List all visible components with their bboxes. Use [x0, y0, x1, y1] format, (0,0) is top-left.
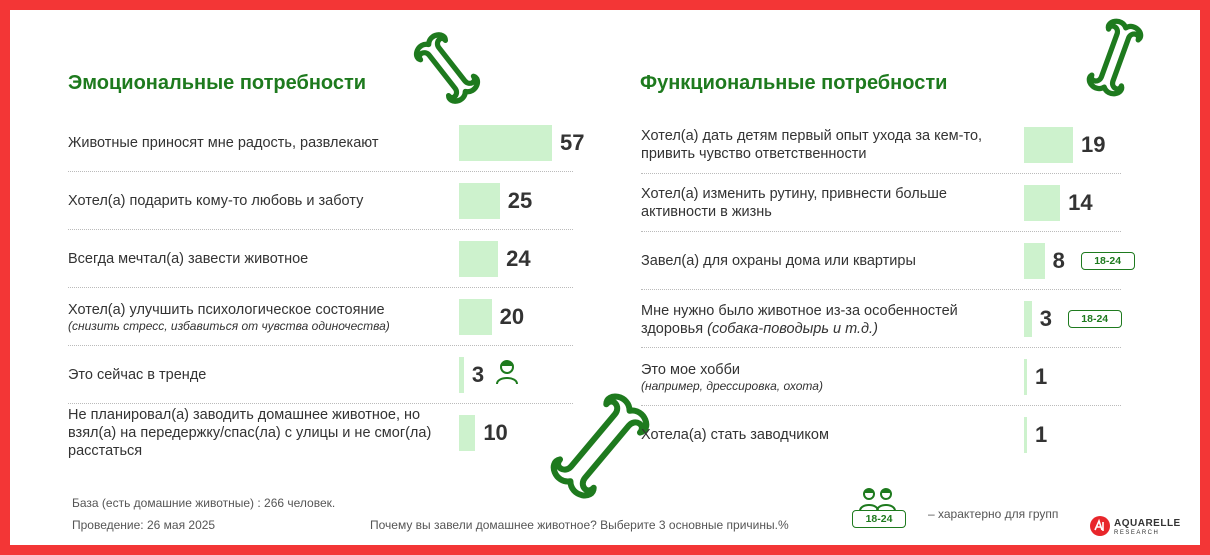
legend-age-badge: 18-24: [852, 510, 906, 528]
row-label-text: Хотел(а) улучшить психологическое состояние: [68, 301, 385, 318]
value-label: 25: [507, 188, 533, 213]
row-label-text: Всегда мечтал(а) завести животное: [68, 251, 309, 267]
bar: [1024, 127, 1073, 163]
age-group-badge: 18-24: [1081, 252, 1135, 270]
row-label-text: Не планировал(а) заводить домашнее животное, но взял(а) на передержку/спас(ла) с улицы и не смог(ла) расстаться: [68, 407, 432, 459]
right-chart-title: Функциональные потребности: [640, 72, 948, 94]
value-label: 1: [1035, 422, 1048, 447]
value-label: 1: [1035, 364, 1048, 389]
bone-icon: [550, 390, 650, 500]
logo-sub: RESEARCH: [1114, 530, 1160, 536]
row-label-text: Это сейчас в тренде: [68, 367, 207, 383]
row-label-sub: (например, дрессировка, охота): [641, 378, 823, 393]
value-label: 20: [499, 304, 525, 329]
row-label: [641, 408, 1011, 462]
question-note: Почему вы завели домашнее животное? Выберите 3 основные причины.%: [370, 518, 789, 532]
row-separator: [68, 403, 573, 404]
row-label-italic: (собака-поводырь и т.д.): [707, 321, 878, 337]
row-separator: [68, 287, 573, 288]
row-label: [641, 350, 1011, 404]
value-label: 14: [1068, 190, 1093, 215]
bar: [459, 299, 492, 335]
young-person-icon: [493, 358, 521, 386]
row-label: [68, 174, 438, 228]
bar: [459, 357, 464, 393]
value-label: 10: [483, 420, 508, 445]
value-label: 19: [1081, 132, 1106, 157]
bone-icon: [412, 28, 482, 108]
row-label-text: Хотела(а) стать заводчиком: [641, 427, 829, 443]
bar: [1024, 359, 1027, 395]
row-separator: [641, 405, 1121, 406]
row-separator: [68, 229, 573, 230]
row-label-text: Это мое хобби: [641, 361, 740, 378]
date-note: Проведение: 26 мая 2025: [72, 518, 216, 532]
bar: [459, 183, 500, 219]
row-separator: [641, 231, 1121, 232]
value-label: 3: [471, 362, 485, 387]
bar: [1024, 301, 1032, 337]
row-label-text: Хотел(а) подарить кому-то любовь и заботу: [68, 193, 364, 209]
row-separator: [641, 347, 1121, 348]
base-note: База (есть домашние животные) : 266 человек.: [72, 496, 336, 510]
row-label: [641, 234, 1011, 288]
row-label-text: Животные приносят мне радость, развлекают: [68, 135, 379, 151]
value-label: 24: [506, 246, 531, 271]
row-label: [641, 176, 1011, 230]
row-label: [641, 118, 1011, 172]
logo-name: AQUARELLE: [1114, 518, 1181, 529]
row-label: [68, 290, 438, 344]
group-people-icon: [856, 486, 900, 512]
row-label-text: Мне нужно было животное из-за особенностей здоровья: [641, 303, 958, 337]
value-label: 3: [1039, 306, 1052, 331]
left-chart-title: Эмоциональные потребности: [68, 72, 367, 94]
row-separator: [641, 289, 1121, 290]
row-label: [68, 348, 438, 402]
row-separator: [641, 173, 1121, 174]
row-label: [68, 116, 438, 170]
row-separator: [68, 171, 573, 172]
aquarelle-logo-icon: [1088, 514, 1112, 538]
bar: [459, 415, 475, 451]
legend-text: – характерно для групп: [928, 507, 1059, 521]
row-label-text: Хотел(а) изменить рутину, привнести больше активности в жизнь: [641, 186, 947, 220]
age-group-badge: 18-24: [1068, 310, 1122, 328]
bar: [1024, 185, 1060, 221]
bar: [459, 241, 498, 277]
row-label-text: Завел(а) для охраны дома или квартиры: [641, 253, 916, 269]
bar: [459, 125, 552, 161]
bar: [1024, 417, 1027, 453]
value-label: 57: [560, 130, 585, 155]
bone-icon: [1080, 15, 1150, 100]
row-label: [68, 406, 438, 460]
row-separator: [68, 345, 573, 346]
row-label-sub: (снизить стресс, избавиться от чувства одиночества): [68, 318, 390, 333]
row-label: [68, 232, 438, 286]
row-label-text: Хотел(а) дать детям первый опыт ухода за кем-то, привить чувство ответственности: [641, 128, 983, 162]
bar: [1024, 243, 1045, 279]
value-label: 8: [1052, 248, 1065, 273]
